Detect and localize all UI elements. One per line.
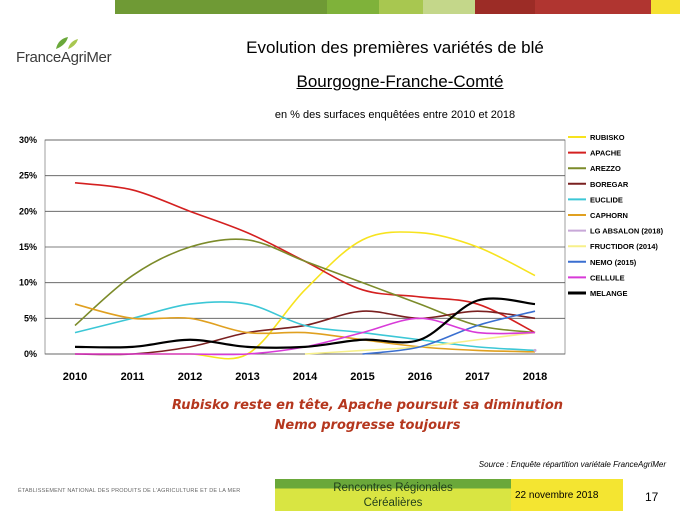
x-tick-label: 2017 xyxy=(465,371,490,383)
legend-label: FRUCTIDOR (2014) xyxy=(590,242,658,252)
source-note: Source : Enquête répartition variétale FranceAgriMer xyxy=(478,460,666,469)
event-line-1: Rencontres Régionales xyxy=(333,482,453,494)
page-subtitle: Bourgogne-Franche-Comté xyxy=(296,72,504,91)
legend-label: EUCLIDE xyxy=(590,195,623,205)
series-point xyxy=(534,349,537,352)
page-number: 17 xyxy=(645,490,659,504)
event-banner xyxy=(275,479,511,511)
legend-label: MELANGE xyxy=(590,289,628,298)
y-tick-label: 20% xyxy=(18,206,37,217)
x-tick-label: 2010 xyxy=(62,371,88,383)
x-tick-label: 2011 xyxy=(120,371,145,383)
legend-label: CELLULE xyxy=(590,273,625,283)
logo-text: FranceAgriMer xyxy=(16,49,112,66)
institution-name: ÉTABLISSEMENT NATIONAL DES PRODUITS DE L'AGRICULTURE ET DE LA MER xyxy=(18,488,241,494)
legend-label: APACHE xyxy=(590,148,622,158)
line-chart xyxy=(0,128,680,390)
y-tick-label: 5% xyxy=(23,313,37,324)
caption-line-2: Nemo progresse toujours xyxy=(274,418,461,433)
legend-label: AREZZO xyxy=(590,164,621,174)
x-tick-label: 2014 xyxy=(292,371,318,383)
page-title: Evolution des premières variétés de blé xyxy=(246,38,544,57)
x-tick-label: 2012 xyxy=(177,371,203,383)
event-date: 22 novembre 2018 xyxy=(515,490,599,501)
legend-label: BOREGAR xyxy=(590,179,629,189)
y-tick-label: 30% xyxy=(18,135,37,145)
date-box xyxy=(511,479,623,511)
y-tick-label: 25% xyxy=(18,170,37,181)
y-tick-label: 0% xyxy=(23,349,37,359)
legend-label: LG ABSALON (2018) xyxy=(590,226,664,236)
x-tick-label: 2016 xyxy=(407,371,433,383)
legend-label: NEMO (2015) xyxy=(590,257,637,267)
chart-title: en % des surfaces enquêtées entre 2010 et 2018 xyxy=(274,109,516,121)
x-tick-label: 2015 xyxy=(350,371,375,383)
legend-label: RUBISKO xyxy=(590,133,625,142)
x-tick-label: 2018 xyxy=(522,371,548,383)
x-tick-label: 2013 xyxy=(235,371,260,383)
y-tick-label: 15% xyxy=(18,242,37,252)
y-tick-label: 10% xyxy=(18,277,37,288)
top-color-bar xyxy=(0,0,680,14)
event-line-2: Céréalières xyxy=(363,497,423,509)
caption-line-1: Rubisko reste en tête, Apache poursuit sa diminution xyxy=(171,398,564,413)
legend-label: CAPHORN xyxy=(590,211,628,220)
